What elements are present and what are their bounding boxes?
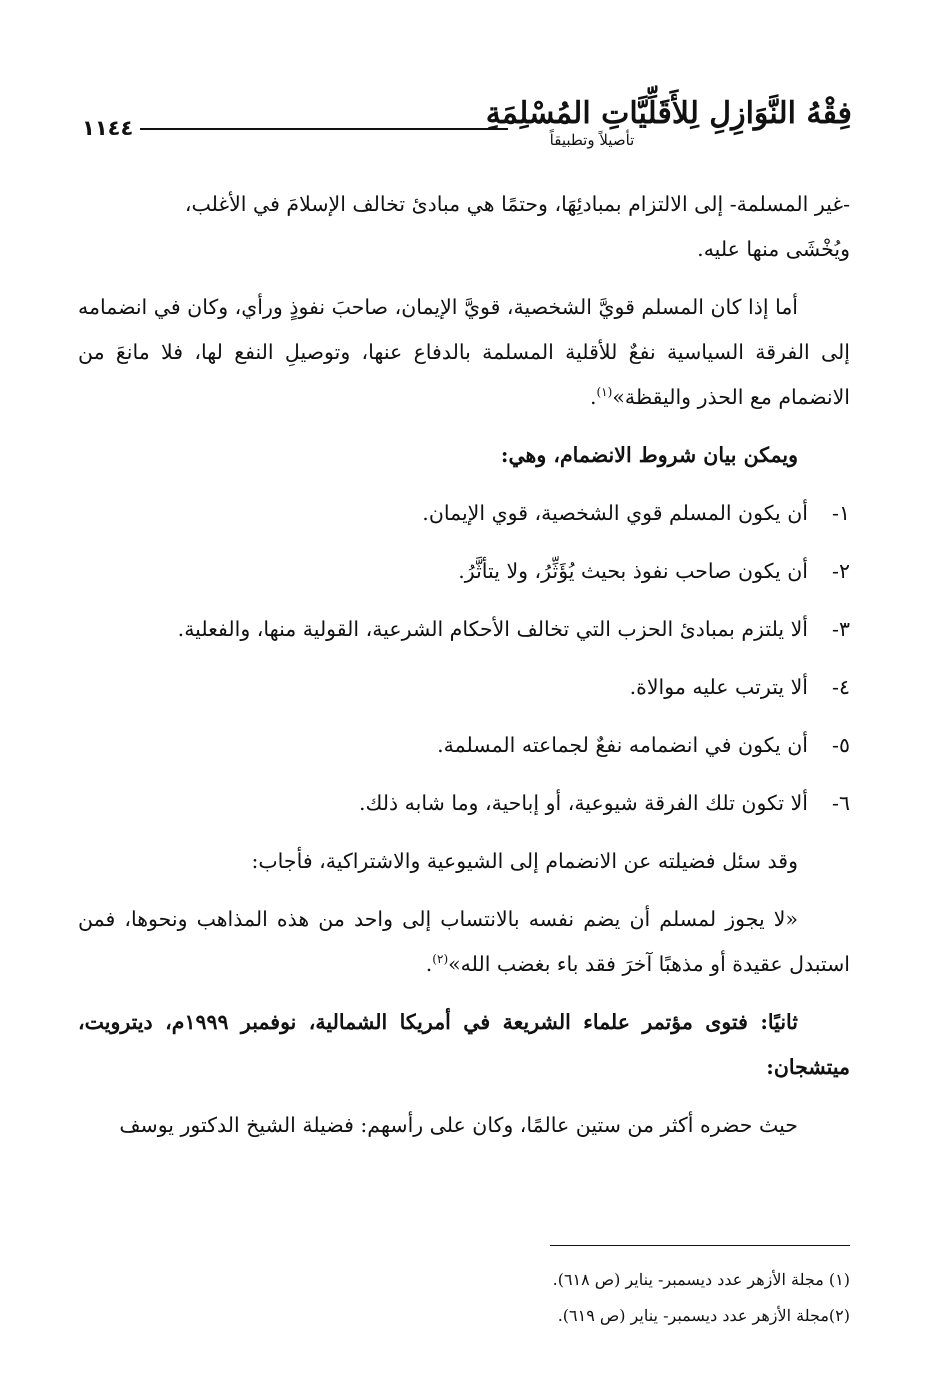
header-rule <box>140 128 508 130</box>
paragraph-continuation <box>78 182 850 272</box>
list-item-number: ١- <box>832 501 850 525</box>
list-item <box>78 781 850 826</box>
footnote-ref-2[interactable]: (٢) <box>432 952 449 967</box>
paragraph-conference: حيث حضره أكثر من ستين عالمًا، وكان على رأسهم: فضيلة الشيخ الدكتور يوسف <box>119 1113 798 1137</box>
paragraph-line: ويُخْشَى منها عليه. <box>697 237 850 261</box>
paragraph-end: . <box>589 385 597 409</box>
paragraph-line: -غير المسلمة- إلى الالتزام بمبادئِهَا، وحتمًا هي مبادئ تخالف الإسلامَ في الأغلب، <box>184 192 850 216</box>
main-text <box>78 182 850 1148</box>
list-item-number: ٦- <box>832 791 850 815</box>
paragraph-fatwa-quote <box>78 897 850 987</box>
page-header <box>82 92 852 156</box>
list-item-number: ٢- <box>832 559 850 583</box>
list-item <box>78 549 850 594</box>
quote-text: «لا يجوز لمسلم أن يضم نفسه بالانتساب إلى واحد من هذه المذاهب ونحوها، فمن استبدل عقيدة أو مذهبًا آخرَ فقد باء بغضب الله» <box>78 907 850 976</box>
list-item-text: ألا تكون تلك الفرقة شيوعية، أو إباحية، وما شابه ذلك. <box>359 791 808 815</box>
list-item <box>78 607 850 652</box>
book-title <box>485 92 852 156</box>
footnote-2: (٢)مجلة الأزهر عدد ديسمبر- يناير (ص ٦١٩). <box>557 1306 850 1325</box>
page-number: ١١٤٤ <box>82 116 134 140</box>
conditions-list <box>78 491 850 826</box>
list-item-text: أن يكون صاحب نفوذ بحيث يُؤَثِّرُ، ولا يتأثَّرُ. <box>458 559 808 583</box>
list-item-number: ٥- <box>832 733 850 757</box>
footnotes <box>380 1262 850 1334</box>
footnote-ref-1[interactable]: (١) <box>596 385 613 400</box>
list-item <box>78 723 850 768</box>
list-item-text: ألا يلتزم بمبادئ الحزب التي تخالف الأحكام الشرعية، القولية منها، والفعلية. <box>177 617 808 641</box>
book-title-subtitle: تأصيلاً وتطبيقاً <box>549 131 635 149</box>
list-item-text: ألا يترتب عليه موالاة. <box>629 675 808 699</box>
footnote-rule <box>550 1245 850 1246</box>
paragraph-strong-muslim <box>78 285 850 420</box>
list-item-number: ٤- <box>832 675 850 699</box>
paragraph-question: وقد سئل فضيلته عن الانضمام إلى الشيوعية والاشتراكية، فأجاب: <box>251 849 798 873</box>
list-item-text: أن يكون المسلم قوي الشخصية، قوي الإيمان. <box>422 501 808 525</box>
footnote-1: (١) مجلة الأزهر عدد ديسمبر- يناير (ص ٦١٨). <box>552 1270 850 1289</box>
list-item-number: ٣- <box>832 617 850 641</box>
list-item <box>78 665 850 710</box>
book-title-main: فِقْهُ النَّوَازِلِ لِلأَقَلِّيَّاتِ المُسْلِمَةِ <box>485 96 852 131</box>
list-item-text: أن يكون في انضمامه نفعٌ لجماعته المسلمة. <box>437 733 808 757</box>
paragraph-end: . <box>425 952 433 976</box>
section-heading-second: ثانيًا: فتوى مؤتمر علماء الشريعة في أمريكا الشمالية، نوفمبر ١٩٩٩م، ديترويت، ميتشجان: <box>78 1010 850 1079</box>
conditions-heading: ويمكن بيان شروط الانضمام، وهي: <box>500 443 798 467</box>
list-item <box>78 491 850 536</box>
paragraph-text: أما إذا كان المسلم قويَّ الشخصية، قويَّ الإيمان، صاحبَ نفوذٍ ورأي، وكان في انضمامه إلى الفرقة السياسية نفعٌ للأقلية المسلمة بالدفاع عنها، وتوصيلِ النفع لها، فلا مانعَ من الانضمام مع الحذر واليقظة» <box>78 295 850 409</box>
